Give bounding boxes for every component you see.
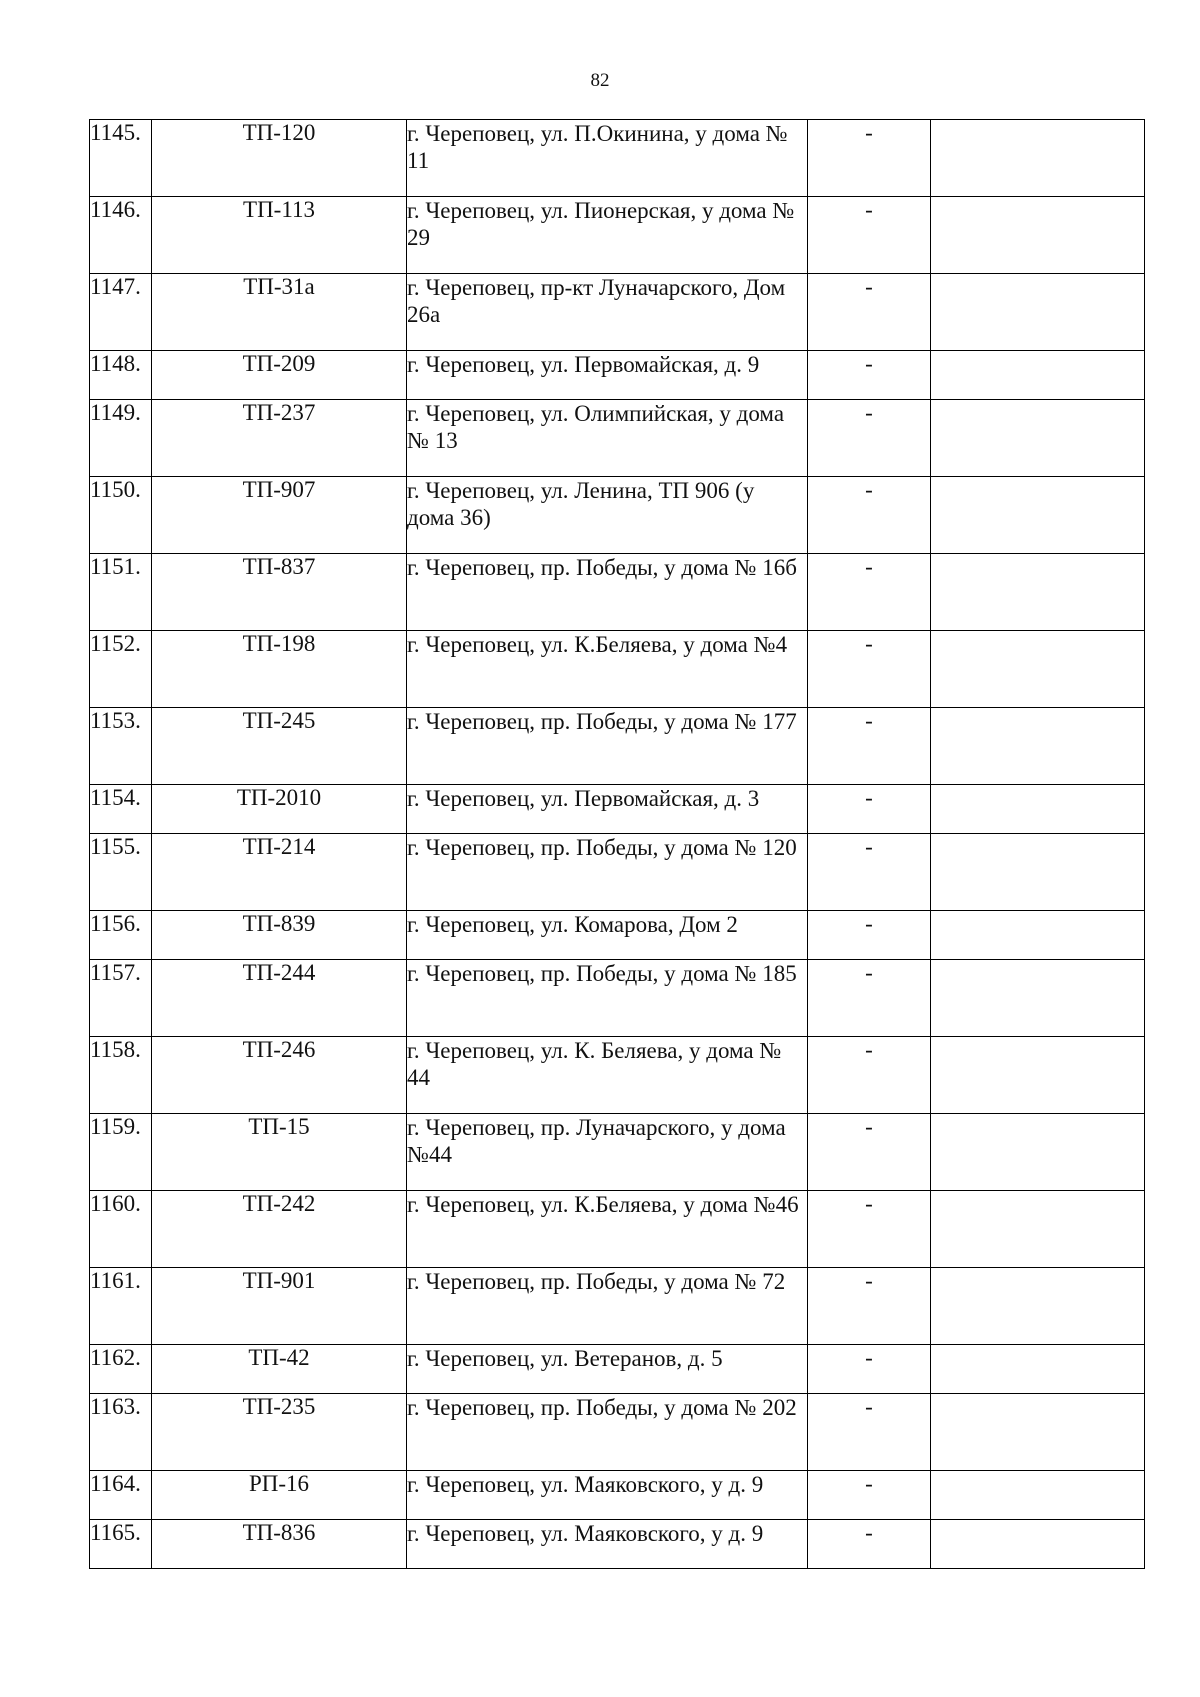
row-number: 1159. [90, 1114, 152, 1191]
table-row [90, 197, 1145, 274]
table-row [90, 1520, 1145, 1569]
substation-address: г. Череповец, ул. Ленина, ТП 906 (у дома 36) [407, 477, 808, 554]
row-number: 1164. [90, 1471, 152, 1520]
row-mark: - [808, 1191, 931, 1268]
substation-code: ТП-836 [152, 1520, 407, 1569]
row-number: 1145. [90, 120, 152, 197]
substation-address: г. Череповец, пр. Победы, у дома № 72 [407, 1268, 808, 1345]
row-mark: - [808, 785, 931, 834]
substation-code: РП-16 [152, 1471, 407, 1520]
row-number: 1161. [90, 1268, 152, 1345]
row-number: 1156. [90, 911, 152, 960]
substation-address: г. Череповец, пр. Победы, у дома № 185 [407, 960, 808, 1037]
row-number: 1147. [90, 274, 152, 351]
substation-code: ТП-198 [152, 631, 407, 708]
substation-code: ТП-837 [152, 554, 407, 631]
substation-address: г. Череповец, ул. К.Беляева, у дома №46 [407, 1191, 808, 1268]
substation-address: г. Череповец, ул. П.Окинина, у дома № 11 [407, 120, 808, 197]
substation-address: г. Череповец, ул. Комарова, Дом 2 [407, 911, 808, 960]
table-row [90, 631, 1145, 708]
row-number: 1162. [90, 1345, 152, 1394]
row-mark: - [808, 1114, 931, 1191]
substation-address: г. Череповец, пр. Победы, у дома № 16б [407, 554, 808, 631]
table-row [90, 1191, 1145, 1268]
table-row [90, 274, 1145, 351]
row-note [931, 785, 1145, 834]
row-note [931, 120, 1145, 197]
table-row [90, 1471, 1145, 1520]
row-number: 1154. [90, 785, 152, 834]
row-number: 1160. [90, 1191, 152, 1268]
table-row [90, 554, 1145, 631]
row-mark: - [808, 1268, 931, 1345]
row-note [931, 554, 1145, 631]
substation-code: ТП-15 [152, 1114, 407, 1191]
row-note [931, 274, 1145, 351]
row-note [931, 911, 1145, 960]
row-mark: - [808, 1520, 931, 1569]
row-note [931, 631, 1145, 708]
row-note [931, 1114, 1145, 1191]
substation-code: ТП-120 [152, 120, 407, 197]
row-number: 1165. [90, 1520, 152, 1569]
row-mark: - [808, 554, 931, 631]
substation-code: ТП-244 [152, 960, 407, 1037]
row-note [931, 1037, 1145, 1114]
row-number: 1153. [90, 708, 152, 785]
row-mark: - [808, 960, 931, 1037]
substation-code: ТП-839 [152, 911, 407, 960]
substation-address: г. Череповец, ул. Ветеранов, д. 5 [407, 1345, 808, 1394]
substation-code: ТП-242 [152, 1191, 407, 1268]
table-row [90, 351, 1145, 400]
substation-address: г. Череповец, пр. Луначарского, у дома №44 [407, 1114, 808, 1191]
table-row [90, 400, 1145, 477]
row-mark: - [808, 631, 931, 708]
table-row [90, 785, 1145, 834]
row-mark: - [808, 197, 931, 274]
row-mark: - [808, 834, 931, 911]
table-row [90, 477, 1145, 554]
row-note [931, 960, 1145, 1037]
row-mark: - [808, 120, 931, 197]
row-mark: - [808, 400, 931, 477]
substation-code: ТП-31а [152, 274, 407, 351]
row-note [931, 400, 1145, 477]
row-mark: - [808, 1394, 931, 1471]
table-row [90, 911, 1145, 960]
row-mark: - [808, 911, 931, 960]
row-number: 1148. [90, 351, 152, 400]
table-row [90, 960, 1145, 1037]
substation-code: ТП-245 [152, 708, 407, 785]
row-number: 1150. [90, 477, 152, 554]
row-number: 1146. [90, 197, 152, 274]
substation-code: ТП-42 [152, 1345, 407, 1394]
substation-code: ТП-214 [152, 834, 407, 911]
row-note [931, 1471, 1145, 1520]
substation-address: г. Череповец, ул. Первомайская, д. 3 [407, 785, 808, 834]
substation-code: ТП-246 [152, 1037, 407, 1114]
substation-code: ТП-235 [152, 1394, 407, 1471]
row-mark: - [808, 1037, 931, 1114]
substation-code: ТП-2010 [152, 785, 407, 834]
table-row [90, 834, 1145, 911]
substation-address: г. Череповец, пр. Победы, у дома № 120 [407, 834, 808, 911]
row-mark: - [808, 477, 931, 554]
row-note [931, 1345, 1145, 1394]
row-note [931, 834, 1145, 911]
row-number: 1157. [90, 960, 152, 1037]
substation-code: ТП-907 [152, 477, 407, 554]
row-note [931, 351, 1145, 400]
row-number: 1151. [90, 554, 152, 631]
table-row [90, 1037, 1145, 1114]
row-note [931, 1394, 1145, 1471]
row-number: 1158. [90, 1037, 152, 1114]
row-mark: - [808, 1345, 931, 1394]
row-note [931, 477, 1145, 554]
substation-address: г. Череповец, пр-кт Луначарского, Дом 26а [407, 274, 808, 351]
page-number: 82 [590, 70, 610, 91]
substation-table [89, 119, 1145, 1569]
substation-address: г. Череповец, ул. Маяковского, у д. 9 [407, 1471, 808, 1520]
table-row [90, 1394, 1145, 1471]
row-note [931, 197, 1145, 274]
substation-code: ТП-901 [152, 1268, 407, 1345]
substation-address: г. Череповец, ул. Олимпийская, у дома № 13 [407, 400, 808, 477]
row-mark: - [808, 1471, 931, 1520]
substation-address: г. Череповец, пр. Победы, у дома № 177 [407, 708, 808, 785]
row-mark: - [808, 351, 931, 400]
row-note [931, 1520, 1145, 1569]
table-row [90, 1114, 1145, 1191]
row-note [931, 708, 1145, 785]
row-number: 1152. [90, 631, 152, 708]
row-number: 1155. [90, 834, 152, 911]
table-row [90, 708, 1145, 785]
substation-code: ТП-237 [152, 400, 407, 477]
substation-code: ТП-209 [152, 351, 407, 400]
row-mark: - [808, 708, 931, 785]
row-note [931, 1191, 1145, 1268]
substation-address: г. Череповец, ул. Маяковского, у д. 9 [407, 1520, 808, 1569]
table-row [90, 1268, 1145, 1345]
row-mark: - [808, 274, 931, 351]
table-row [90, 1345, 1145, 1394]
row-number: 1149. [90, 400, 152, 477]
substation-code: ТП-113 [152, 197, 407, 274]
substation-address: г. Череповец, пр. Победы, у дома № 202 [407, 1394, 808, 1471]
substation-address: г. Череповец, ул. Пионерская, у дома № 29 [407, 197, 808, 274]
table-row [90, 120, 1145, 197]
substation-address: г. Череповец, ул. Первомайская, д. 9 [407, 351, 808, 400]
substation-address: г. Череповец, ул. К.Беляева, у дома №4 [407, 631, 808, 708]
row-number: 1163. [90, 1394, 152, 1471]
substation-address: г. Череповец, ул. К. Беляева, у дома № 44 [407, 1037, 808, 1114]
row-note [931, 1268, 1145, 1345]
